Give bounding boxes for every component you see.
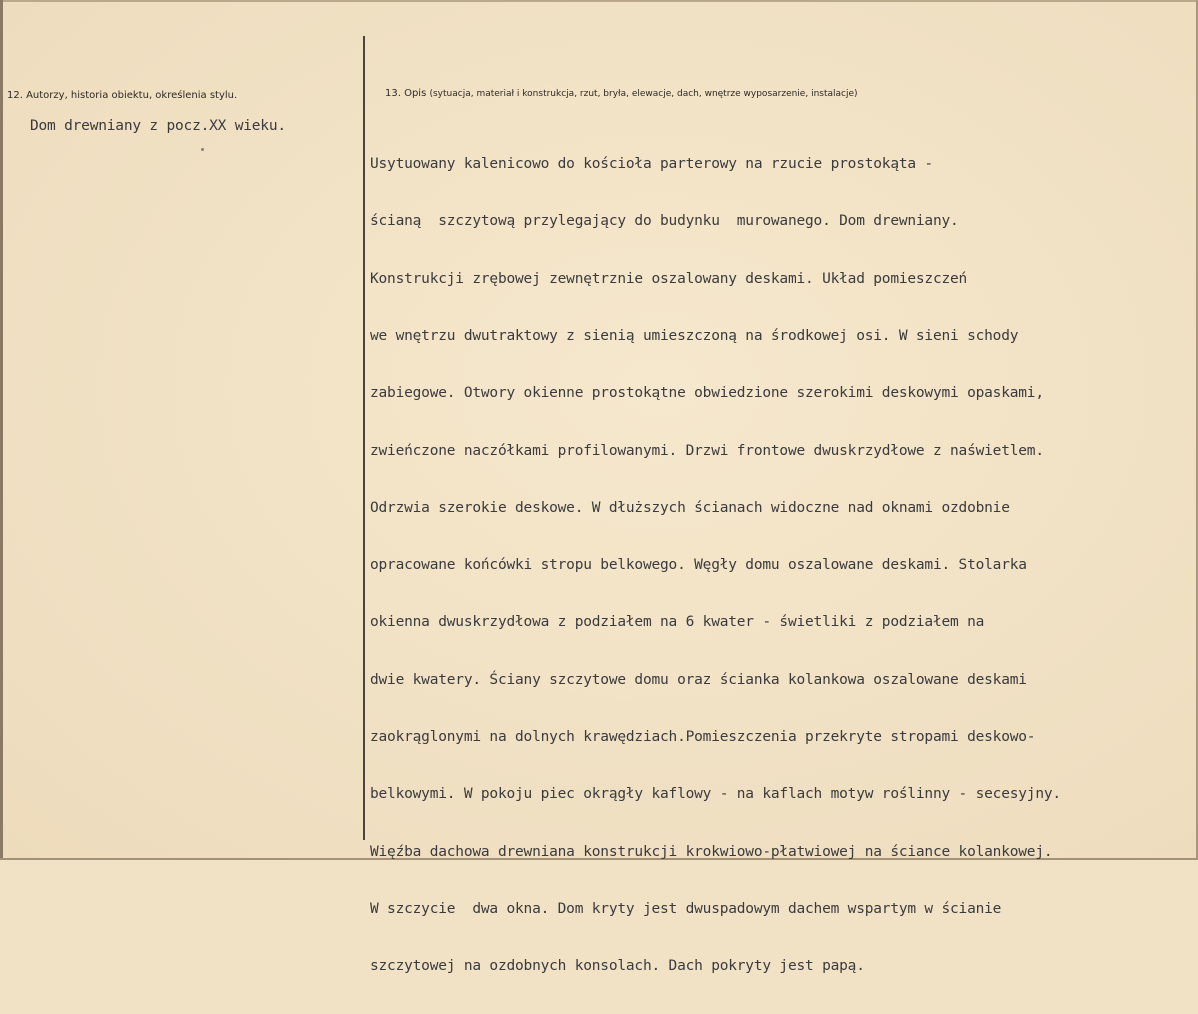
description-line: ścianą szczytową przylegający do budynku murowanego. Dom drewniany. xyxy=(370,213,959,230)
description-line: we wnętrzu dwutraktowy z sienią umieszczoną na środkowej osi. W sieni schody xyxy=(370,328,1019,345)
field-12-label: 12. Autorzy, historia obiektu, określenia stylu. xyxy=(7,90,238,101)
description-line: okienna dwuskrzydłowa z podziałem na 6 kwater - świetliki z podziałem na xyxy=(370,614,985,631)
description-line: zwieńczone naczółkami profilowanymi. Drzwi frontowe dwuskrzydłowe z naświetlem. xyxy=(370,442,1044,459)
field-13-label-detail: (sytuacja, materiał i konstrukcja, rzut, bryła, elewacje, dach, wnętrze wyposarzenie, instalacje) xyxy=(429,89,858,99)
ink-speck xyxy=(201,148,204,151)
field-12-value: Dom drewniany z pocz.XX wieku. xyxy=(30,118,286,134)
description-line: belkowymi. W pokoju piec okrągły kaflowy - na kaflach motyw roślinny - secesyjny. xyxy=(370,786,1061,803)
field-13-label-main: 13. Opis xyxy=(385,88,427,99)
field-13-description xyxy=(370,117,1061,1014)
description-line: Konstrukcji zrębowej zewnętrznie oszalowany deskami. Układ pomieszczeń xyxy=(370,270,968,287)
field-13-label xyxy=(385,88,858,99)
description-line: Usytuowany kalenicowo do kościoła parterowy na rzucie prostokąta - xyxy=(370,156,933,173)
card-edge-left xyxy=(0,0,3,860)
description-line: W szczycie dwa okna. Dom kryty jest dwuspadowym dachem wspartym w ścianie xyxy=(370,900,1002,917)
description-line: Odrzwia szerokie deskowe. W dłuższych ścianach widoczne nad oknami ozdobnie xyxy=(370,499,1010,516)
description-line: szczytowej na ozdobnych konsolach. Dach pokryty jest papą. xyxy=(370,958,865,975)
description-line: opracowane końcówki stropu belkowego. Węgły domu oszalowane deskami. Stolarka xyxy=(370,557,1027,574)
column-divider xyxy=(363,36,365,840)
description-line: zaokrąglonymi na dolnych krawędziach.Pomieszczenia przekryte stropami deskowo- xyxy=(370,729,1036,745)
card-edge-top xyxy=(0,0,1198,2)
description-line: zabiegowe. Otwory okienne prostokątne obwiedzione szerokimi deskowymi opaskami, xyxy=(370,385,1044,402)
description-line: dwie kwatery. Ściany szczytowe domu oraz ścianka kolankowa oszalowane deskami xyxy=(370,671,1027,688)
description-line: Więźba dachowa drewniana konstrukcji krokwiowo-płatwiowej na ściance kolankowej. xyxy=(370,843,1053,860)
